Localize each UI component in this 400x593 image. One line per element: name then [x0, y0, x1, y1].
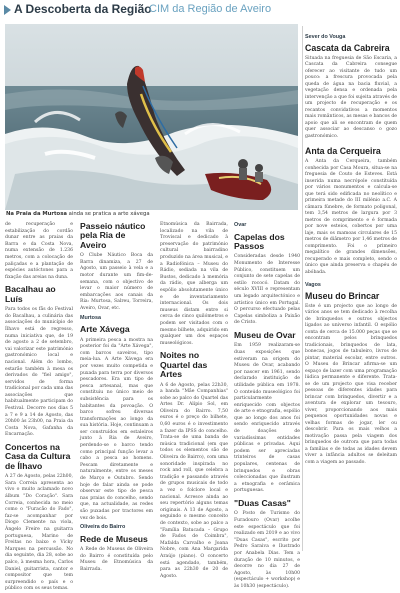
- heading-anta-cerqueira: Anta da Cerqueira: [305, 146, 381, 156]
- sidebar-block-museu-brincar: [305, 282, 397, 466]
- photo-caption: [6, 211, 298, 217]
- heading-rede-museus: Rede de Museus: [80, 533, 148, 544]
- heading-cascata-cabreira: Cascata da Cabreira: [305, 42, 390, 53]
- capelas-paragraph: Consideradas desde 1940 Monumento de Interesse Público, constituem um conjunto de sete capelas de estilo rococó. Datam do século XVIII e representam um legado arquitectónico e artístico único em Portugal. O percurso efectuado pelas Capelas simboliza a Paixão de Cristo.: [234, 254, 300, 326]
- heading-capelas-passos: Capelas dos Passos: [234, 231, 285, 251]
- article-column-4: [234, 222, 300, 589]
- anta-paragraph: A Anta da Cerqueira, também conhecida por Casa Moura, situa-se na freguesia de Couto de Esteves. Está inserida numa necrópole constituída por vários monumentos e calcula-se que terá sido edificada no neolítico e primeira metade do III milénio a.C. A câmara fúnebre, de formato poligonal, tem 3,54 metros de largura por 3 metros de comprimento e é formada por nove esteios, cobertos por uma laje, mais os mamoas circulares de 15 metros de diâmetro por 1,46 metros de comprimento. Foi o primeiro megalítico de grandes dimensões, recuperado e mais completo, sendo o único que ainda preserva o chapéu de abóbada.: [305, 159, 397, 275]
- heading-museu-brincar: Museu do Brincar: [305, 290, 380, 301]
- municipality-ovar: Ovar: [234, 222, 247, 228]
- sidebar-block-cascata: [305, 34, 397, 140]
- heading-concertos: Concertos na Casa da Cultura de Ílhavo: [5, 442, 71, 471]
- article-column-2: [80, 221, 153, 572]
- duas-casas-paragraph: O Posto de Turismo do Furadouro (Ovar) acolhe este espectáculo que foi realizado em 2019 e ao vivo "Duas Casas", escrito por Pedro Saraiva e Ilustrado por Anabela Dias. Tem a duração de 10 minutos, e decorre no dia 27 de Agosto, às 10h00 (espectáculo + workshop) e às 10h30 (espectáculo).: [234, 511, 300, 589]
- section-header: [4, 2, 396, 18]
- heading-bacalhau: Bacalhau ao Luís: [5, 284, 56, 304]
- bacalhau-paragraph: Para todos os fãs do Festival do Bacalhau, a culinária das associações do município de Ílhavo está de regresso, numa iniciativa que, de 19 de agosto a 2 de setembro, vai valorizar este património gastronómico local e nacional. Além do lombo, estarão também à mesa os derivados do "fiel amigo", servidos de forma tradicional por cada uma das associações que habitualmente participam do Festival. Decorre nos dias 5 a 7 e 9 a 14 de Agosto, das 20h00 às 23h00, na Praia da Costa Nova, Gafanha da Encarnação.: [5, 307, 73, 438]
- caption-place: Na Praia da Murtosa: [6, 211, 67, 217]
- passeio-paragraph: O Clube Náutico Boca da Barra dinamiza, a 27 de Agosto, um passeio à vela e a motor durante um fim-de-semana, com o objectivo de levar o maior número de embarcações aos canais da Ria: Murtosa, Salreu, Torreira, Aveiro, Ovar, etc.: [80, 253, 153, 311]
- heading-arte-xavega: Arte Xávega: [80, 324, 130, 335]
- beach-photo: [5, 24, 298, 210]
- municipality-vagos: Vagos: [305, 282, 321, 288]
- sidebar-divider: [302, 26, 303, 551]
- section-marker-icon: [4, 5, 11, 15]
- concertos-paragraph: A 27 de Agosto, pelas 22h00, Sara Correia apresenta ao vivo o muito aclamado novo álbum "Do Coração". Sara Correia, conhecida no meio como o "Furacão do Fado", faz-se acompanhar por Diogo Clemente na viola, Ângelo Freire na guitarra portuguesa, Marino de Freitas no baixo e Vicky Marques na percussão. No dia seguinte, dia 28, sobe ao palco, à mesma hora, Carlos Daniel, guitarrista, cantor e compositor que tem surpreendido o país e o público com os seus temas.: [5, 474, 73, 592]
- etnomusica-paragraph: Etnomúsica da Bairrada, localizado na vila de Troviscal e dedicado à preservação do património cultural bairradino produzido na área musical, e a Radiofónica – Museu do Rádio, sediada na vila de Bustos, dedicado à memória da rádio, que alberga um espólio absolutamente único e de inventariamento internacional. Os dois museus distam entre si cerca de cinco quilómetros e podem ser visitados com o mesmo bilhete, adquirido em qualquer um dos espaços museológicos.: [160, 222, 229, 346]
- article-column-3: [160, 222, 229, 579]
- museu-brincar-paragraph: Este é um projecto que ao longo de vários anos se tem dedicado à recolha de brinquedos e outros objectos ligados ao universo infantil. O espólio conta de cerca de 15.000 peças que se encontram pelos brinquedos tradicionais, brinquedos de lata, bonecas, jogos de tabuleiro, livros de pintar, material escolar, entre outros. O Museu do Brincar afirma-se um espaço de lazer com uma programação lúdica permanente e diferente. Trata-se de um projecto que visa receber pessoas de diferentes idades para brincar com brinquedos, divertir e a aventura de explorar um tesouro, viver, proporcionando aos mais pequenos oportunidades novas e velhas formas de jogar, ler ou descobrir. Para os mais velhos a motivação passa pela viagem dos brinquedos de outrora que para todas a famílias e de todas as idades devem viver a infância adultos se deleitam com a viagem ao passado.: [305, 303, 397, 465]
- article-column-1: [5, 222, 73, 592]
- heading-museu-ovar: Museu de Ovar: [234, 329, 296, 340]
- heading-duas-casas: "Duas Casas": [234, 498, 291, 508]
- caption-text: ainda se pratica a arte xávega: [68, 211, 150, 217]
- museu-ovar-paragraph: Em 1959 realizaram-se duas exposições que estiveram na origem do Museu de Ovar, acabando por nascer em 1961, sendo declarado instituição de utilidade pública em 1978. O conteúdo museológico foi particularmente enriquecido com objectos de arte e etnografia, espólio que ao longo dos anos foi sendo enriquecido através de doações de variadíssimas entidades públicas e privadas. Aqui podem ser apreciadas trinteiros de casas populares, centenas de brinquedos e obras coleccionadas que ilustram a etnografia e cerâmica portuguesas.: [234, 343, 300, 494]
- sidebar-block-anta: [305, 146, 397, 276]
- arte-xavega-paragraph: A primeira pesca a mostra na posterior foi da "Arte Xávega", com barcos saveiros, tipo meia-lua. A Arte Xávega era por vezes muito competida e puxada para terra por diversos pescadores. Era um tipo de pesca artesanal, mas que constituiu no único meio de subsistência para os habitantes da povoação. O barco sofreu diversas transformações ao longo da sua história. Hoje, continuam a ser construídos em estaleiros junto à Ria de Aveiro, perdendo-se o barco tendo como principal função levar a cabo a pesca ao homens. Pescam diretamente e naturalmente, entre os meses de Março e Outubro. Sendo hoje de falar ainda se pode observar este tipo de pesca nas praias do concelho, sendo que, na actualidade, as redes são puxadas por tractores em vez de bois.: [80, 337, 153, 521]
- sidebar: [305, 32, 397, 551]
- section-title: A Descoberta da Região: [14, 2, 152, 16]
- municipality-sever-do-vouga: Sever do Vouga: [305, 34, 346, 40]
- municipality-murtosa: Murtosa: [80, 314, 101, 321]
- cascata-paragraph: Situada na freguesia de São Escaria, a Cascata da Cabreira consegue oferecer ao visitante de tudo um pouco: a frescura provocada pela queda de água na bacia fluvial, a vegetação densa e ordenada pela intervenção a que foi sujeita através de um projecto de recuperação e os recantos convidativos a momentos mais românticos, as mesas e bancos de apoio que ali se encontram de quem quer associar ao descanso o gozo gastronómico.: [305, 55, 397, 139]
- heading-noites-quartel: Noites no Quartel das Artes: [160, 350, 208, 380]
- section-partner: CIM da Região de Aveiro: [149, 3, 272, 15]
- noites-paragraph: A 6 de Agosto, pelas 22h30, a banda "Mãe Companhias" sobe ao palco do Quartel das Artes Dr. Alípio Sol, em Oliveira do Bairro. 7,50 euros é o preço do bilhete, 0,60 euros é o investimento a fazer da IPSS do concelho. Trata-se de uma banda de música tradicional (em que todos os elementos são de Oliveira do Bairro), com uma sonoridade inspirada no rock and roll, que celebra a tradição e passando através de grupos musicais de todo a vez o folclore local e nacional. Acresce ainda ao seu repertório alguns temas originais. A 13 de Agosto, a seguindo o mesmo conceito de contexto, sobe ao palco a "Família Batucada – Grupo de Fados de Coimbra", Mafalda Carvalho e Joana Nobre, com Ana Margarida Araújo (piano). O concerto está agendado, também, para as 22h30 de 20 de Agosto.: [160, 382, 228, 579]
- heading-passeio-nautico: Passeio náutico pela Ria de Aveiro: [80, 221, 146, 250]
- recovery-paragraph: de recuperação e estabilização do cordão dunar entre as praias da Barra e da Costa Nova, numa extensão de 1.236 metros, com a colocação de paliçadas e a plantação de espécies autóctones para a fixação das areias na duna.: [5, 222, 73, 280]
- municipality-oliveira-do-bairro: Oliveira do Bairro: [80, 524, 126, 531]
- arte-xavega-boat-illustration: [5, 24, 298, 210]
- rede-museus-paragraph: A Rede de Museus de Oliveira do Bairro é constituída pelo Museu de Etnomúsica da Bairrada.: [80, 547, 153, 572]
